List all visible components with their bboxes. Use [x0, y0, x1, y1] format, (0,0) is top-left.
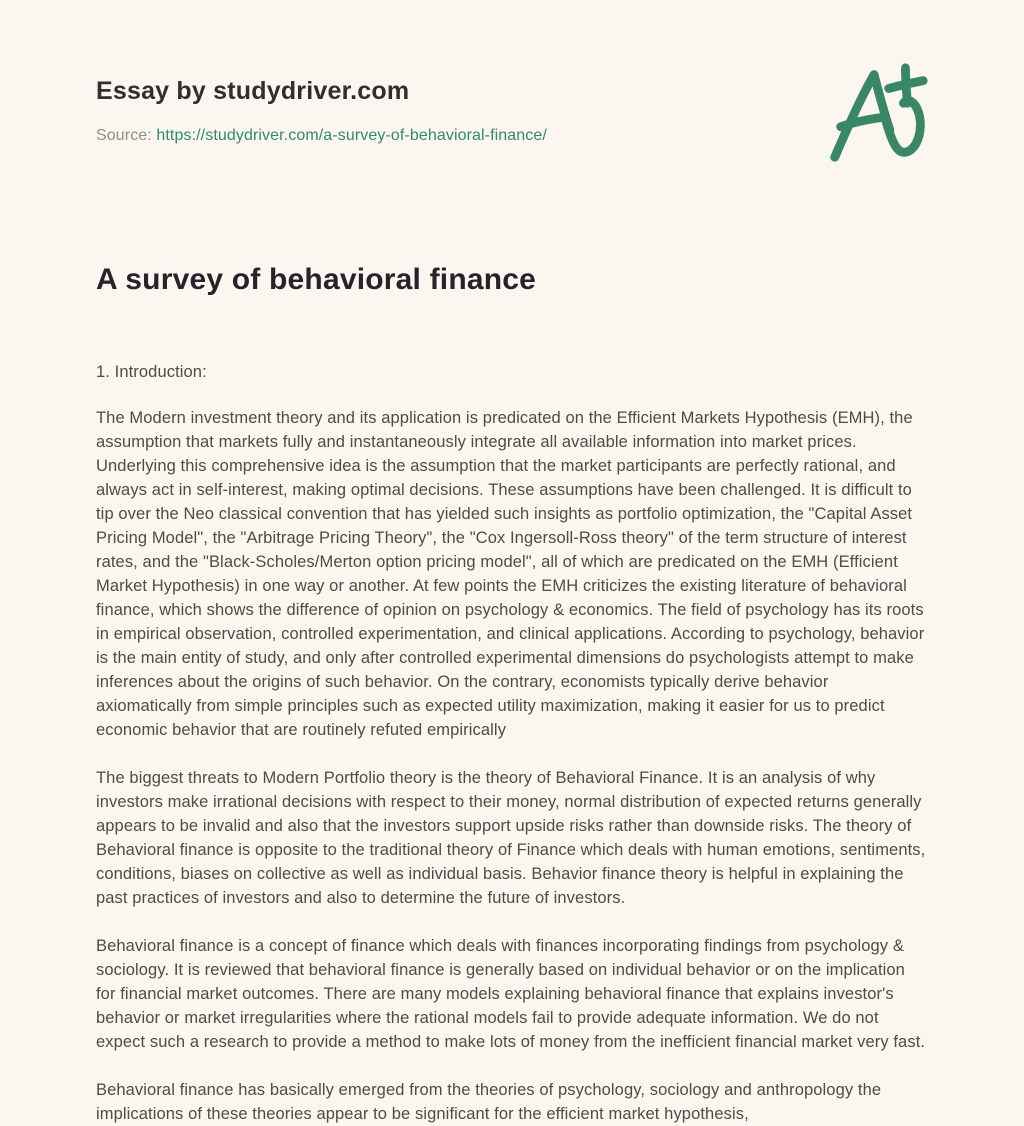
- source-line: [96, 127, 928, 145]
- source-link[interactable]: https://studydriver.com/a-survey-of-behavioral-finance/: [156, 127, 547, 144]
- page-header: [96, 76, 928, 145]
- paragraph-2: The biggest threats to Modern Portfolio theory is the theory of Behavioral Finance. It is an analysis of why investors make irrational decisions with respect to their money, normal distribution of expected returns generally appears to be invalid and also that the investors support upside risks rather than downside risks. The theory of Behavioral finance is opposite to the traditional theory of Finance which deals with human emotions, sentiments, conditions, biases on collective as well as individual basis. Behavior finance theory is helpful in explaining the past practices of investors and also to determine the future of investors.: [96, 768, 926, 907]
- studydriver-a-plus-logo-icon: [820, 60, 932, 168]
- essay-title: A survey of behavioral finance: [96, 263, 537, 296]
- source-label: Source:: [96, 127, 152, 144]
- section-heading: 1. Introduction:: [96, 362, 207, 381]
- paragraph-3: Behavioral finance is a concept of finance which deals with finances incorporating findings from psychology & sociology. It is reviewed that behavioral finance is generally based on individual behavior or on the implication for financial market outcomes. There are many models explaining behavioral finance that explains investor's behavior or market irregularities where the rational models fail to provide adequate information. We do not expect such a research to provide a method to make lots of money from the inefficient financial market very fast.: [96, 936, 926, 1051]
- page-title: Essay by studydriver.com: [96, 77, 410, 105]
- essay-body: [96, 261, 928, 1126]
- paragraph-1: The Modern investment theory and its application is predicated on the Efficient Markets Hypothesis (EMH), the assumption that markets fully and instantaneously integrate all available information into market prices. Underlying this comprehensive idea is the assumption that the market participants are perfectly rational, and always act in self-interest, making optimal decisions. These assumptions have been challenged. It is difficult to tip over the Neo classical convention that has yielded such insights as portfolio optimization, the "Capital Asset Pricing Model", the "Arbitrage Pricing Theory", the "Cox Ingersoll-Ross theory" of the term structure of interest rates, and the "Black-Scholes/Merton option pricing model", all of which are predicated on the EMH (Efficient Market Hypothesis) in one way or another. At few points the EMH criticizes the existing literature of behavioral finance, which shows the difference of opinion on psychology & economics. The field of psychology has its roots in empirical observation, controlled experimentation, and clinical applications. According to psychology, behavior is the main entity of study, and only after controlled experimental dimensions do psychologists attempt to make inferences about the origins of such behavior. On the contrary, economists typically derive behavior axiomatically from simple principles such as expected utility maximization, making it easier for us to predict economic behavior that are routinely refuted empirically: [96, 408, 925, 739]
- paragraph-4: Behavioral finance has basically emerged from the theories of psychology, sociology and anthropology the implications of these theories appear to be significant for the efficient market hypothesis,: [96, 1080, 882, 1123]
